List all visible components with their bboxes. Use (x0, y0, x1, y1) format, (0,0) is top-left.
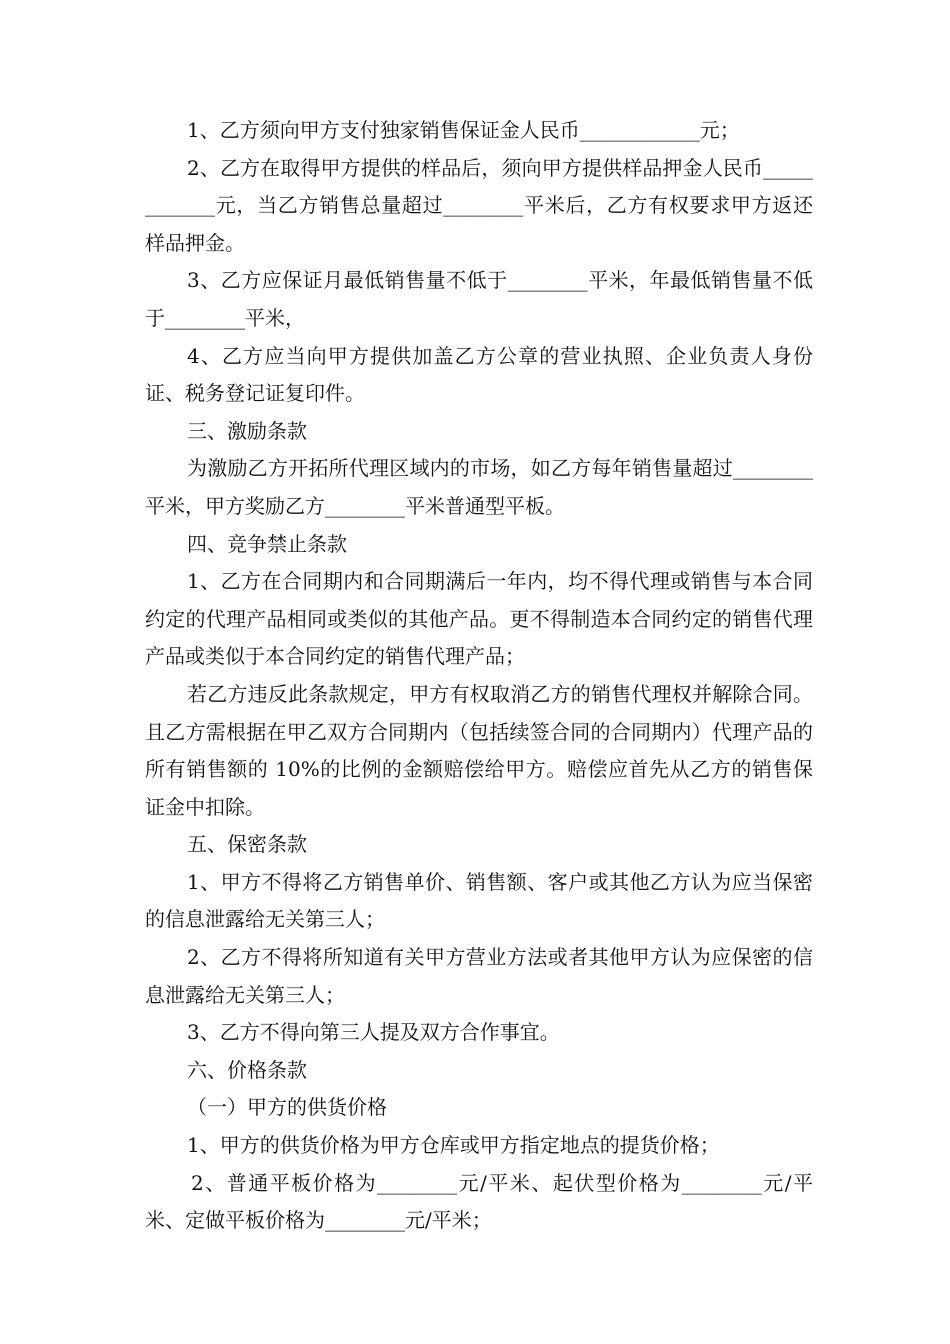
confidentiality-clause-1: 1、甲方不得将乙方销售单价、销售额、客户或其他乙方认为应当保密的信息泄露给无关第三人； (145, 869, 813, 932)
incentive-paragraph: 为激励乙方开拓所代理区域内的市场，如乙方每年销售量超过________平米，甲方奖励乙方________平米普通型平板。 (145, 456, 813, 518)
non-compete-clause-1: 1、乙方在合同期内和合同期满后一年内，均不得代理或销售与本合同约定的代理产品相同或类似的其他产品。更不得制造本合同约定的销售代理产品或类似于本合同约定的销售代理产品； (145, 569, 813, 669)
pricing-clause-1: 1、甲方的供货价格为甲方仓库或甲方指定地点的提货价格； (187, 1133, 720, 1158)
clause-2-sample-deposit: 2、乙方在取得甲方提供的样品后，须向甲方提供样品押金人民币____________元，当乙方销售总量超过________平米后，乙方有权要求甲方返还样品押金。 (145, 155, 813, 255)
confidentiality-clause-3: 3、乙方不得向第三人提及双方合作事宜。 (187, 1020, 560, 1045)
clause-1-deposit: 1、乙方须向甲方支付独家销售保证金人民币____________元； (187, 118, 740, 142)
section-heading-pricing: 六、价格条款 (187, 1057, 307, 1082)
document-page (145, 112, 813, 1240)
clause-4-documents: 4、乙方应当向甲方提供加盖乙方公章的营业执照、企业负责人身份证、税务登记证复印件。 (145, 343, 813, 406)
section-heading-non-compete: 四、竞争禁止条款 (187, 531, 347, 556)
non-compete-violation: 若乙方违反此条款规定，甲方有权取消乙方的销售代理权并解除合同。且乙方需根据在甲乙双方合同期内（包括续签合同的合同期内）代理产品的所有销售额的 10%的比例的金额赔偿给甲方。赔偿应首先从乙方的销售保证金中扣除。 (145, 681, 813, 819)
confidentiality-clause-2: 2、乙方不得将所知道有关甲方营业方法或者其他甲方认为应保密的信息泄露给无关第三人； (145, 945, 813, 1007)
pricing-clause-2: 2、普通平板价格为________元/平米、起伏型价格为________元/平米、定做平板价格为________元/平米； (145, 1170, 813, 1233)
pricing-subheading-supply: （一）甲方的供货价格 (187, 1095, 387, 1120)
section-heading-confidentiality: 五、保密条款 (187, 832, 307, 857)
section-heading-incentive: 三、激励条款 (187, 418, 307, 443)
clause-3-minimum-sales: 3、乙方应保证月最低销售量不低于________平米，年最低销售量不低于________平米， (145, 268, 813, 330)
